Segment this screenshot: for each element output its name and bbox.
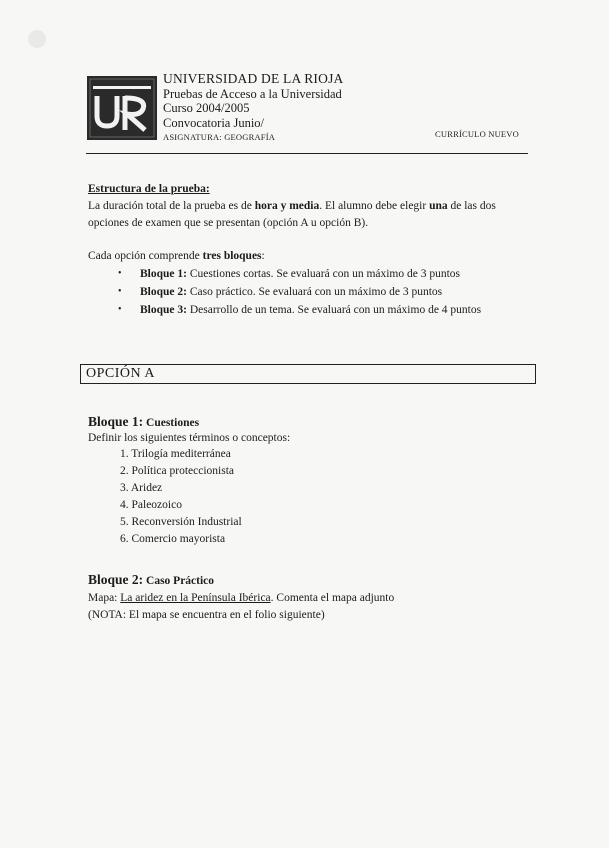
map-note: (NOTA: El mapa se encuentra en el folio siguiente): [88, 609, 325, 621]
text-fragment: Cada opción comprende: [88, 250, 203, 262]
university-name: UNIVERSIDAD DE LA RIOJA: [163, 71, 344, 86]
header-divider: [86, 153, 528, 154]
structure-line-2: opciones de examen que se presentan (opción A u opción B).: [88, 217, 369, 229]
block-label: Bloque 2:: [140, 286, 187, 298]
structure-line-1: [88, 198, 496, 215]
university-logo: [87, 76, 157, 140]
concept-item: 2. Política proteccionista: [120, 465, 235, 477]
text-fragment: Mapa:: [88, 592, 121, 604]
blocks-emphasis: tres bloques: [202, 250, 262, 262]
concept-item: 3. Aridez: [120, 482, 163, 494]
bullet-icon: •: [118, 304, 122, 315]
concept-item: 6. Comercio mayorista: [120, 533, 226, 545]
duration-emphasis: hora y media: [254, 200, 320, 212]
concept-item: 5. Reconversión Industrial: [120, 516, 242, 528]
subject: ASIGNATURA: GEOGRAFÍA: [163, 132, 276, 142]
punch-hole: [28, 30, 46, 48]
block2-label: Bloque 2:: [88, 572, 144, 587]
option-a-box: [80, 364, 536, 384]
block1-title: Cuestiones: [143, 417, 200, 429]
block-label: Bloque 1:: [140, 268, 187, 280]
course-year: Curso 2004/2005: [163, 101, 250, 115]
blocks-intro: [88, 248, 265, 265]
block-description: Cuestiones cortas. Se evaluará con un máximo de 3 puntos: [186, 268, 461, 280]
bullet-icon: •: [118, 286, 122, 297]
option-a-title: OPCIÓN A: [86, 366, 155, 381]
curriculum-label: CURRÍCULO NUEVO: [435, 129, 519, 139]
block1-label: Bloque 1:: [88, 414, 144, 429]
block-description: Caso práctico. Se evaluará con un máximo de 3 puntos: [186, 286, 443, 298]
block1-heading: [88, 414, 199, 430]
block1-instruction: Definir los siguientes términos o conceptos:: [88, 432, 291, 444]
block2-title: Caso Práctico: [143, 575, 215, 587]
exam-name: Pruebas de Acceso a la Universidad: [163, 86, 342, 101]
text-fragment: La duración total de la prueba es de: [88, 200, 255, 212]
text-fragment: . Comenta el mapa adjunto: [270, 592, 395, 604]
map-title: La aridez en la Península Ibérica: [120, 592, 271, 604]
session: Convocatoria Junio/: [163, 115, 265, 130]
map-line: [88, 590, 394, 607]
concept-item: 4. Paleozoico: [120, 499, 182, 511]
choice-emphasis: una: [429, 200, 448, 212]
concept-item: 1. Trilogía mediterránea: [120, 448, 231, 460]
structure-heading: Estructura de la prueba:: [88, 183, 210, 195]
bullet-icon: •: [118, 268, 122, 279]
header-block: [163, 72, 343, 145]
block2-heading: [88, 572, 214, 588]
text-fragment: de las dos: [447, 200, 496, 212]
text-fragment: . El alumno debe elegir: [319, 200, 430, 212]
block-label: Bloque 3:: [140, 304, 187, 316]
block-description: Desarrollo de un tema. Se evaluará con un máximo de 4 puntos: [186, 304, 482, 316]
text-fragment: :: [261, 250, 265, 262]
